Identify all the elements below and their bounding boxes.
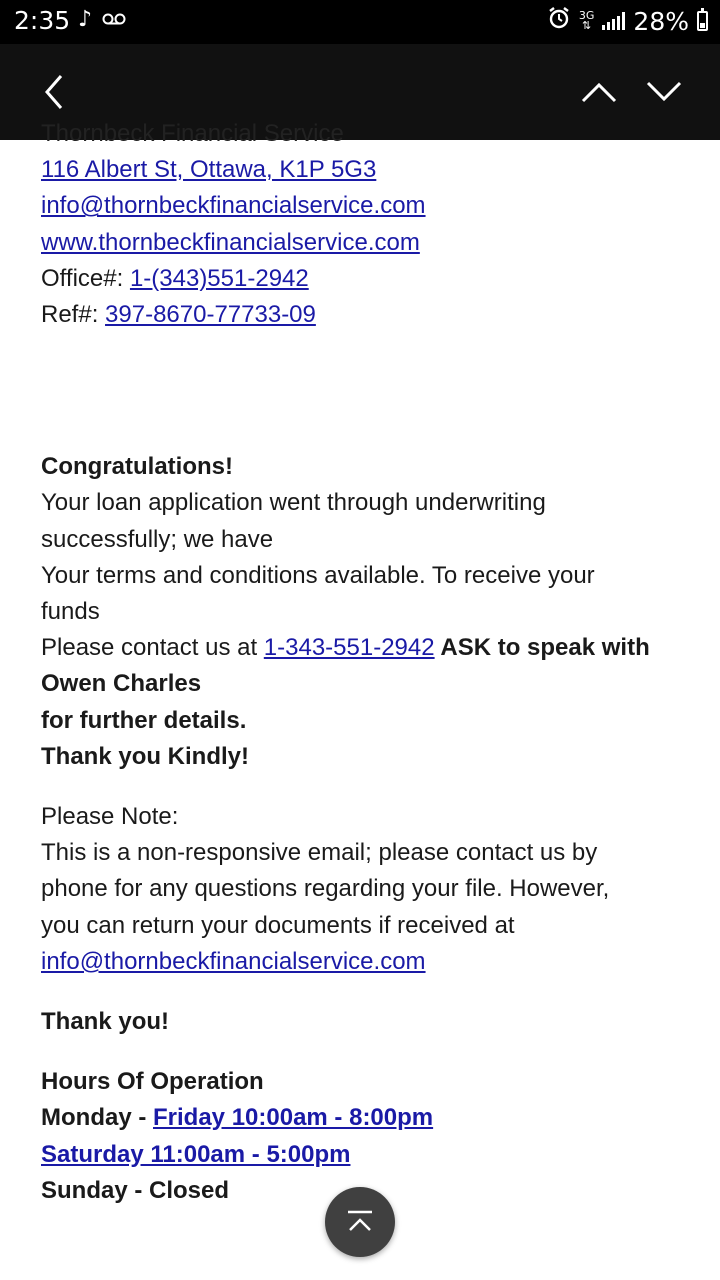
further-details: for further details. bbox=[41, 706, 247, 734]
weekday-hours-link[interactable]: Friday 10:00am - 8:00pm bbox=[153, 1104, 434, 1132]
ref-number-link[interactable]: 397-8670-77733-09 bbox=[105, 301, 316, 329]
email-link[interactable]: info@thornbeckfinancialservice.com bbox=[41, 192, 426, 220]
ref-label: Ref#: bbox=[41, 301, 106, 329]
battery-icon bbox=[697, 11, 708, 31]
next-email-button[interactable] bbox=[638, 66, 690, 118]
chevron-up-icon bbox=[579, 77, 619, 107]
note-email-link[interactable]: info@thornbeckfinancialservice.com bbox=[41, 947, 426, 975]
note-text: This is a non-responsive email; please contact us by bbox=[41, 839, 598, 867]
alarm-icon bbox=[547, 6, 571, 36]
contact-name: Owen Charles bbox=[41, 670, 202, 698]
saturday-hours-link[interactable]: Saturday 11:00am - 5:00pm bbox=[41, 1140, 351, 1168]
thanks-kindly: Thank you Kindly! bbox=[41, 742, 250, 770]
network-type: 3G ⇅ bbox=[578, 9, 595, 32]
website-link[interactable]: www.thornbeckfinancialservice.com bbox=[41, 228, 420, 256]
note-label: Please Note: bbox=[41, 803, 179, 831]
status-time: 2:35 bbox=[14, 6, 71, 35]
address-link[interactable]: 116 Albert St, Ottawa, K1P 5G3 bbox=[41, 156, 377, 184]
voicemail-icon bbox=[102, 7, 126, 32]
back-button[interactable] bbox=[28, 66, 80, 118]
office-phone-link[interactable]: 1-(343)551-2942 bbox=[129, 264, 309, 292]
body-text: Your terms and conditions available. To receive your bbox=[41, 561, 595, 589]
congratulations-heading: Congratulations! bbox=[41, 453, 233, 481]
monday-prefix: Monday - bbox=[41, 1104, 153, 1132]
thank-you: Thank you! bbox=[41, 1008, 170, 1036]
previous-email-button[interactable] bbox=[573, 66, 625, 118]
office-label: Office#: bbox=[41, 264, 130, 292]
note-text: phone for any questions regarding your file. However, bbox=[41, 875, 610, 903]
status-bar bbox=[0, 0, 720, 44]
contact-ask: ASK to speak with bbox=[434, 634, 650, 662]
music-note-icon: ♪ bbox=[78, 7, 93, 32]
hours-title: Hours Of Operation bbox=[41, 1068, 264, 1096]
signal-icon bbox=[602, 12, 625, 30]
note-text: you can return your documents if received at bbox=[41, 911, 515, 939]
body-text: Your loan application went through underwriting bbox=[41, 489, 546, 517]
contact-prefix: Please contact us at bbox=[41, 634, 264, 662]
sunday-hours: Sunday - Closed bbox=[41, 1176, 230, 1204]
chevron-left-icon bbox=[39, 72, 69, 112]
scroll-to-top-icon bbox=[345, 1209, 375, 1235]
chevron-down-icon bbox=[644, 77, 684, 107]
scroll-to-top-button[interactable] bbox=[325, 1187, 395, 1257]
body-text: funds bbox=[41, 598, 100, 626]
contact-phone-link[interactable]: 1-343-551-2942 bbox=[263, 634, 435, 662]
company-name: Thornbeck Financial Service bbox=[41, 120, 344, 147]
battery-percent: 28% bbox=[633, 6, 689, 36]
email-body bbox=[0, 120, 720, 1280]
body-text: successfully; we have bbox=[41, 525, 274, 553]
